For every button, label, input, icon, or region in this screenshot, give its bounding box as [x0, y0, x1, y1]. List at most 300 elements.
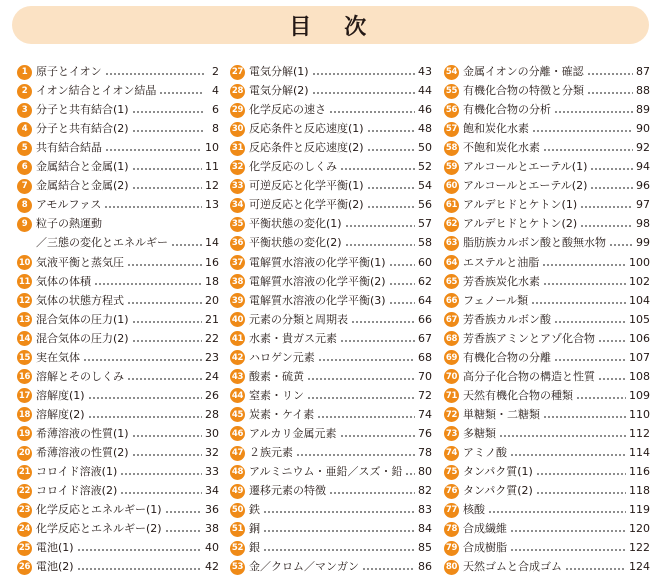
page-number: 94	[636, 160, 650, 174]
toc-entry[interactable]	[17, 64, 219, 80]
toc-entry[interactable]	[17, 445, 219, 461]
toc-entry[interactable]	[230, 178, 432, 194]
chapter-number-badge: 26	[17, 560, 32, 575]
chapter-number-badge: 57	[444, 122, 459, 137]
chapter-title: 水素・貴ガス元素	[249, 331, 337, 345]
dot-leader	[565, 568, 626, 570]
page-number: 20	[205, 293, 219, 307]
page-number: 107	[629, 350, 650, 364]
page-number: 12	[205, 179, 219, 193]
chapter-title: アルデヒドとケトン(1)	[463, 198, 578, 212]
dot-leader	[105, 73, 204, 75]
chapter-title: 単糖類・二糖類	[463, 407, 540, 421]
toc-entry[interactable]	[17, 369, 219, 385]
chapter-number-badge: 2	[17, 84, 32, 99]
chapter-number-badge: 63	[444, 236, 459, 251]
toc-entry[interactable]	[230, 235, 432, 251]
dot-leader	[127, 264, 202, 266]
page-number: 90	[636, 122, 650, 136]
toc-entry[interactable]	[230, 102, 432, 118]
dot-leader	[340, 435, 415, 437]
chapter-title: 天然有機化合物の種類	[463, 388, 573, 402]
toc-entry[interactable]	[230, 369, 432, 385]
page-number: 54	[418, 179, 432, 193]
page-number: 114	[629, 446, 650, 459]
toc-title: 目 次	[289, 14, 372, 40]
toc-entry[interactable]	[230, 64, 432, 80]
chapter-title: 天然ゴムと合成ゴム	[463, 560, 562, 574]
page-number: 108	[629, 369, 650, 383]
toc-entry[interactable]	[17, 178, 219, 194]
toc-entry[interactable]	[444, 483, 650, 499]
chapter-number-badge: 72	[444, 407, 459, 422]
dot-leader	[389, 264, 415, 266]
page-number: 16	[205, 255, 219, 269]
chapter-number-badge: 51	[230, 522, 245, 537]
dot-leader	[132, 168, 202, 170]
chapter-title: コロイド溶液(1)	[36, 465, 118, 479]
dot-leader	[590, 187, 633, 189]
chapter-title: アルデヒドとケトン(2)	[463, 217, 578, 231]
chapter-title: 核酸	[463, 503, 485, 517]
toc-entry[interactable]	[230, 274, 432, 290]
chapter-number-badge: 9	[17, 217, 32, 232]
chapter-number-badge: 23	[17, 503, 32, 518]
toc-entry[interactable]	[444, 197, 650, 213]
toc-entry[interactable]	[444, 121, 650, 137]
toc-columns	[0, 64, 660, 581]
page-number: 85	[418, 541, 432, 555]
toc-entry[interactable]	[230, 216, 432, 232]
page-number: 102	[629, 274, 650, 288]
toc-entry[interactable]	[444, 159, 650, 175]
toc-entry[interactable]	[17, 197, 219, 213]
chapter-number-badge: 54	[444, 65, 459, 80]
toc-entry[interactable]	[17, 83, 219, 99]
toc-entry[interactable]	[444, 445, 650, 461]
page-number: 82	[418, 484, 432, 498]
chapter-number-badge: 49	[230, 484, 245, 499]
toc-entry[interactable]	[17, 464, 219, 480]
page-number: 86	[418, 560, 432, 574]
toc-entry[interactable]	[444, 140, 650, 156]
chapter-number-badge: 66	[444, 293, 459, 308]
toc-entry[interactable]	[444, 540, 650, 556]
chapter-number-badge: 4	[17, 122, 32, 137]
toc-entry[interactable]	[230, 388, 432, 404]
toc-entry[interactable]	[444, 388, 650, 404]
chapter-title: 可逆反応と化学平衡(2)	[249, 198, 364, 212]
toc-entry[interactable]	[17, 350, 219, 366]
page-number: 70	[418, 369, 432, 383]
chapter-title: 芳香族炭化水素	[463, 274, 540, 288]
page-number: 62	[418, 274, 432, 288]
dot-leader	[340, 340, 415, 342]
chapter-number-badge: 7	[17, 179, 32, 194]
chapter-title: 窒素・リン	[249, 388, 304, 402]
toc-entry[interactable]	[444, 274, 650, 290]
chapter-number-badge: 20	[17, 446, 32, 461]
page-number: 50	[418, 141, 432, 155]
chapter-title: 遷移元素の特徴	[249, 484, 326, 498]
chapter-number-badge: 61	[444, 198, 459, 213]
toc-entry[interactable]	[444, 521, 650, 537]
dot-leader	[543, 149, 633, 151]
toc-entry[interactable]	[444, 407, 650, 423]
page-number: 68	[418, 350, 432, 364]
toc-entry[interactable]	[17, 102, 219, 118]
toc-entry[interactable]	[17, 312, 219, 328]
chapter-number-badge: 14	[17, 331, 32, 346]
toc-entry[interactable]	[230, 407, 432, 423]
chapter-title: 金属結合と金属(1)	[36, 160, 129, 174]
toc-entry[interactable]	[230, 540, 432, 556]
chapter-number-badge: 34	[230, 198, 245, 213]
toc-entry[interactable]	[17, 407, 219, 423]
page-number: 33	[205, 465, 219, 479]
dot-leader	[367, 187, 415, 189]
toc-entry[interactable]	[17, 255, 219, 271]
toc-entry[interactable]	[444, 502, 650, 518]
chapter-title: 原子とイオン	[36, 65, 102, 78]
page-number: 116	[629, 465, 650, 479]
chapter-number-badge: 5	[17, 141, 32, 156]
dot-leader	[510, 454, 626, 456]
page-number: 18	[205, 274, 219, 288]
dot-leader	[488, 511, 626, 513]
page-number: 96	[636, 179, 650, 193]
dot-leader	[263, 549, 415, 551]
chapter-title: 気液平衡と蒸気圧	[36, 255, 124, 269]
page-number: 42	[205, 560, 219, 574]
chapter-title: 電解質水溶液の化学平衡(1)	[249, 255, 386, 269]
chapter-number-badge: 11	[17, 274, 32, 289]
chapter-title: タンパク質(2)	[463, 484, 533, 498]
dot-leader	[312, 92, 415, 94]
chapter-title: 多糖類	[463, 426, 496, 440]
dot-leader	[543, 416, 626, 418]
toc-entry[interactable]	[17, 426, 219, 442]
chapter-number-badge: 12	[17, 293, 32, 308]
toc-entry[interactable]	[444, 235, 650, 251]
chapter-number-badge: 19	[17, 426, 32, 441]
chapter-title: 合成樹脂	[463, 541, 507, 555]
chapter-title: 反応条件と反応速度(1)	[249, 122, 364, 136]
chapter-title: コロイド溶液(2)	[36, 484, 118, 498]
toc-entry[interactable]	[17, 274, 219, 290]
chapter-title: 脂肪族カルボン酸と酸無水物	[463, 236, 606, 250]
chapter-title: 有機化合物の分析	[463, 103, 551, 117]
page-number: 44	[418, 84, 432, 98]
toc-entry[interactable]	[230, 312, 432, 328]
chapter-title: 金／クロム／マンガン	[249, 560, 359, 574]
toc-entry[interactable]	[230, 83, 432, 99]
page-number: 56	[418, 198, 432, 212]
chapter-title: アルコールとエーテル(2)	[463, 179, 588, 193]
toc-entry[interactable]	[17, 331, 219, 347]
dot-leader	[554, 359, 626, 361]
toc-entry[interactable]	[444, 293, 650, 309]
chapter-number-badge: 67	[444, 312, 459, 327]
page-number: 119	[629, 503, 650, 517]
toc-entry[interactable]	[444, 83, 650, 99]
page-number: 97	[636, 198, 650, 212]
chapter-number-badge: 32	[230, 160, 245, 175]
chapter-number-badge: 40	[230, 312, 245, 327]
page-number: 43	[418, 65, 432, 78]
toc-entry[interactable]	[444, 255, 650, 271]
chapter-title: エステルと油脂	[463, 255, 540, 269]
page-number: 34	[205, 484, 219, 498]
chapter-title: 電池(2)	[36, 560, 74, 574]
dot-leader	[132, 340, 202, 342]
toc-entry[interactable]	[444, 559, 650, 575]
chapter-title: 共有結合結晶	[36, 141, 102, 155]
chapter-title: 有機化合物の特徴と分類	[463, 84, 584, 98]
page-number: 80	[418, 465, 432, 479]
chapter-number-badge: 50	[230, 503, 245, 518]
page-number: 48	[418, 122, 432, 136]
dot-leader	[132, 321, 202, 323]
chapter-number-badge: 8	[17, 198, 32, 213]
chapter-number-badge: 78	[444, 522, 459, 537]
dot-leader	[536, 473, 626, 475]
toc-entry[interactable]	[17, 235, 219, 251]
dot-leader	[389, 283, 415, 285]
toc-entry[interactable]	[230, 255, 432, 271]
dot-leader	[510, 530, 626, 532]
toc-entry[interactable]	[17, 502, 219, 518]
dot-leader	[351, 321, 415, 323]
chapter-title: ２族元素	[249, 446, 293, 459]
dot-leader	[263, 530, 415, 532]
toc-entry[interactable]	[230, 445, 432, 461]
chapter-title: 溶解度(2)	[36, 407, 85, 421]
chapter-number-badge: 48	[230, 465, 245, 480]
dot-leader	[317, 416, 415, 418]
chapter-title: 有機化合物の分離	[463, 350, 551, 364]
toc-entry[interactable]	[230, 293, 432, 309]
page-number: 22	[205, 331, 219, 345]
dot-leader	[132, 130, 204, 132]
toc-entry[interactable]	[230, 502, 432, 518]
chapter-number-badge: 42	[230, 350, 245, 365]
dot-leader	[94, 283, 202, 285]
chapter-number-badge: 16	[17, 369, 32, 384]
chapter-title: 粒子の熱運動	[36, 217, 102, 231]
chapter-number-badge: 27	[230, 65, 245, 80]
dot-leader	[580, 206, 633, 208]
chapter-title: 金属結合と金属(2)	[36, 179, 129, 193]
toc-entry[interactable]	[230, 140, 432, 156]
dot-leader	[132, 187, 202, 189]
toc-entry[interactable]	[444, 350, 650, 366]
chapter-title: 実在気体	[36, 350, 80, 364]
toc-entry[interactable]	[17, 293, 219, 309]
dot-leader	[329, 492, 415, 494]
chapter-title: 電池(1)	[36, 541, 74, 555]
page-number: 78	[418, 446, 432, 459]
page-number: 88	[636, 84, 650, 98]
page-number: 87	[636, 65, 650, 78]
chapter-number-badge: 53	[230, 560, 245, 575]
toc-entry[interactable]	[17, 388, 219, 404]
toc-entry[interactable]	[17, 216, 219, 232]
chapter-title: 溶解度(1)	[36, 388, 85, 402]
chapter-title: ／三態の変化とエネルギー	[36, 236, 168, 250]
toc-entry[interactable]	[17, 159, 219, 175]
page-number: 60	[418, 255, 432, 269]
toc-entry[interactable]	[17, 483, 219, 499]
chapter-number-badge: 69	[444, 350, 459, 365]
chapter-title: 化学反応の速さ	[249, 103, 326, 117]
toc-entry[interactable]	[444, 64, 650, 80]
chapter-title: 希薄溶液の性質(2)	[36, 446, 129, 459]
toc-entry[interactable]	[230, 350, 432, 366]
chapter-number-badge: 80	[444, 560, 459, 575]
toc-entry[interactable]	[444, 178, 650, 194]
chapter-title: アミノ酸	[463, 446, 507, 459]
chapter-title: 飽和炭化水素	[463, 122, 529, 136]
toc-entry[interactable]	[230, 521, 432, 537]
page-number: 105	[629, 312, 650, 326]
toc-entry[interactable]	[230, 464, 432, 480]
chapter-number-badge: 68	[444, 331, 459, 346]
dot-leader	[105, 149, 202, 151]
toc-entry[interactable]	[230, 426, 432, 442]
toc-entry[interactable]	[17, 559, 219, 575]
toc-entry[interactable]	[230, 483, 432, 499]
chapter-number-badge: 28	[230, 84, 245, 99]
chapter-title: 電気分解(2)	[249, 84, 309, 98]
toc-entry[interactable]	[444, 369, 650, 385]
chapter-number-badge: 77	[444, 503, 459, 518]
chapter-title: タンパク質(1)	[463, 465, 533, 479]
chapter-number-badge: 17	[17, 388, 32, 403]
toc-entry[interactable]	[17, 540, 219, 556]
page-number: 100	[629, 255, 650, 269]
toc-entry[interactable]	[230, 331, 432, 347]
dot-leader	[159, 92, 204, 94]
toc-entry[interactable]	[444, 464, 650, 480]
dot-leader	[296, 454, 415, 456]
chapter-number-badge: 52	[230, 541, 245, 556]
toc-entry[interactable]	[444, 312, 650, 328]
page-number: 106	[629, 331, 650, 345]
chapter-title: 分子と共有結合(1)	[36, 103, 129, 117]
chapter-title: 分子と共有結合(2)	[36, 122, 129, 136]
page-number: 23	[205, 350, 219, 364]
chapter-number-badge: 62	[444, 217, 459, 232]
toc-entry[interactable]	[444, 426, 650, 442]
dot-leader	[88, 416, 202, 418]
dot-leader	[532, 130, 633, 132]
page-number: 6	[212, 103, 219, 117]
dot-leader	[307, 378, 415, 380]
page-number: 4	[212, 84, 219, 98]
page-number: 24	[205, 369, 219, 383]
chapter-number-badge: 65	[444, 274, 459, 289]
chapter-title: 銀	[249, 541, 260, 555]
toc-entry[interactable]	[17, 121, 219, 137]
toc-entry[interactable]	[444, 331, 650, 347]
toc-title-band	[12, 6, 649, 44]
dot-leader	[88, 397, 202, 399]
dot-leader	[132, 454, 202, 456]
page-number: 112	[629, 426, 650, 440]
chapter-number-badge: 30	[230, 122, 245, 137]
page-number: 99	[636, 236, 650, 250]
chapter-number-badge: 74	[444, 446, 459, 461]
dot-leader	[510, 549, 626, 551]
page-number: 2	[212, 65, 219, 78]
chapter-number-badge: 75	[444, 465, 459, 480]
page-number: 98	[636, 217, 650, 231]
dot-leader	[263, 511, 415, 513]
chapter-number-badge: 15	[17, 350, 32, 365]
dot-leader	[587, 73, 633, 75]
chapter-title: 希薄溶液の性質(1)	[36, 426, 129, 440]
dot-leader	[554, 321, 626, 323]
chapter-title: 化学反応とエネルギー(2)	[36, 522, 162, 536]
chapter-title: イオン結合とイオン結晶	[36, 84, 157, 98]
dot-leader	[367, 206, 415, 208]
chapter-number-badge: 18	[17, 407, 32, 422]
chapter-title: アモルファス	[36, 198, 102, 212]
page-number: 66	[418, 312, 432, 326]
chapter-number-badge: 1	[17, 65, 32, 80]
toc-entry[interactable]	[230, 197, 432, 213]
dot-leader	[609, 244, 633, 246]
toc-entry[interactable]	[230, 121, 432, 137]
chapter-number-badge: 59	[444, 160, 459, 175]
toc-entry[interactable]	[230, 559, 432, 575]
chapter-number-badge: 35	[230, 217, 245, 232]
dot-leader	[120, 473, 202, 475]
page-number: 83	[418, 503, 432, 517]
chapter-number-badge: 56	[444, 103, 459, 118]
dot-leader	[543, 283, 626, 285]
toc-entry[interactable]	[444, 216, 650, 232]
page-number: 14	[205, 236, 219, 250]
chapter-title: 電解質水溶液の化学平衡(2)	[249, 274, 386, 288]
toc-entry[interactable]	[444, 102, 650, 118]
page-number: 58	[418, 236, 432, 250]
chapter-number-badge: 31	[230, 141, 245, 156]
page-number: 38	[205, 522, 219, 536]
dot-leader	[171, 244, 202, 246]
page-number: 40	[205, 541, 219, 555]
dot-leader	[340, 168, 415, 170]
toc-entry[interactable]	[230, 159, 432, 175]
toc-entry[interactable]	[17, 140, 219, 156]
chapter-title: 可逆反応と化学平衡(1)	[249, 179, 364, 193]
chapter-title: フェノール類	[463, 293, 529, 307]
toc-entry[interactable]	[17, 521, 219, 537]
page-number: 110	[629, 407, 650, 421]
chapter-number-badge: 73	[444, 426, 459, 441]
chapter-number-badge: 70	[444, 369, 459, 384]
chapter-number-badge: 71	[444, 388, 459, 403]
dot-leader	[127, 378, 202, 380]
dot-leader	[367, 149, 415, 151]
page-number: 30	[205, 426, 219, 440]
dot-leader	[362, 568, 415, 570]
dot-leader	[345, 225, 415, 227]
dot-leader	[77, 549, 202, 551]
chapter-number-badge: 76	[444, 484, 459, 499]
dot-leader	[318, 359, 415, 361]
